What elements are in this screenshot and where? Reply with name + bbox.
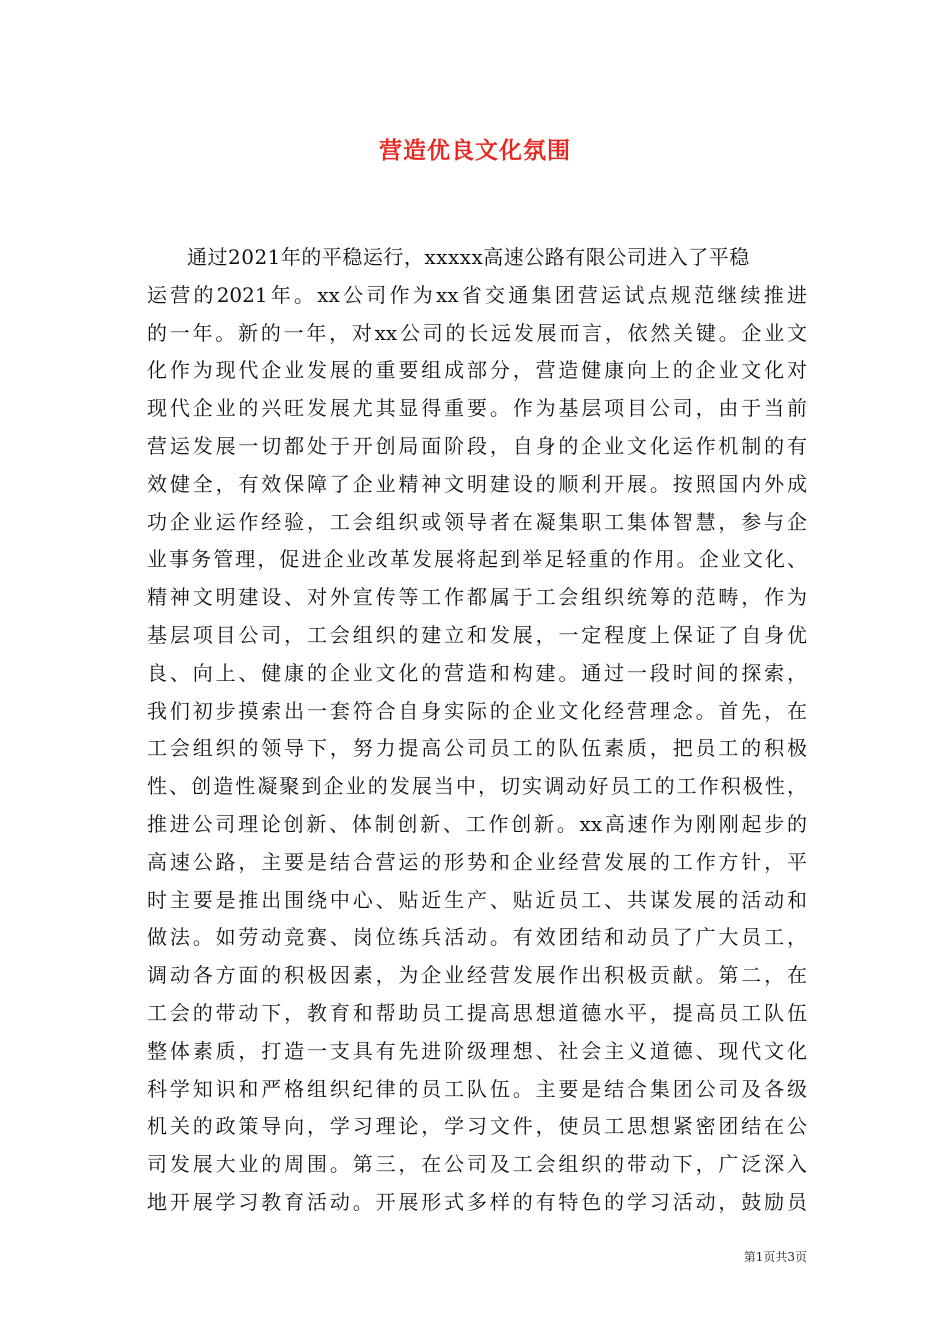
paragraph-line: 精神文明建设、对外宣传等工作都属于工会组织统筹的范畴，作为	[147, 585, 807, 610]
paragraph-line: 工会组织的领导下，努力提高公司员工的队伍素质，把员工的积极	[147, 736, 807, 761]
paragraph-line: 功企业运作经验，工会组织或领导者在凝集职工集体智慧，参与企	[147, 509, 807, 534]
paragraph-line: 运营的2021年。xx公司作为xx省交通集团营运试点规范继续推进	[147, 282, 807, 307]
paragraph-line: 工会的带动下，教育和帮助员工提高思想道德水平，提高员工队伍	[147, 1000, 807, 1025]
paragraph-line: 业事务管理，促进企业改革发展将起到举足轻重的作用。企业文化、	[147, 547, 807, 572]
paragraph-line: 地开展学习教育活动。开展形式多样的有特色的学习活动，鼓励员	[147, 1189, 807, 1214]
paragraph-line: 机关的政策导向，学习理论，学习文件，使员工思想紧密团结在公	[147, 1114, 807, 1139]
paragraph-line: 性、创造性凝聚到企业的发展当中，切实调动好员工的工作积极性，	[147, 774, 807, 799]
paragraph-line: 营运发展一切都处于开创局面阶段，自身的企业文化运作机制的有	[147, 433, 807, 458]
page-number-footer: 第1页共3页	[743, 1250, 807, 1264]
paragraph-line: 的一年。新的一年，对xx公司的长远发展而言，依然关键。企业文	[147, 320, 807, 345]
paragraph-line: 整体素质，打造一支具有先进阶级理想、社会主义道德、现代文化	[147, 1038, 807, 1063]
document-title: 营造优良文化氛围	[379, 137, 571, 164]
paragraph-line: 化作为现代企业发展的重要组成部分，营造健康向上的企业文化对	[147, 358, 807, 383]
paragraph-line: 调动各方面的积极因素，为企业经营发展作出积极贡献。第二，在	[147, 963, 807, 988]
paragraph-line: 通过2021年的平稳运行，xxxxx高速公路有限公司进入了平稳	[187, 245, 750, 269]
paragraph-line: 做法。如劳动竞赛、岗位练兵活动。有效团结和动员了广大员工，	[147, 925, 807, 950]
paragraph-line: 科学知识和严格组织纪律的员工队伍。主要是结合集团公司及各级	[147, 1076, 807, 1101]
paragraph-line: 现代企业的兴旺发展尤其显得重要。作为基层项目公司，由于当前	[147, 396, 807, 421]
paragraph-line: 良、向上、健康的企业文化的营造和构建。通过一段时间的探索，	[147, 660, 807, 685]
paragraph-line: 我们初步摸索出一套符合自身实际的企业文化经营理念。首先，在	[147, 698, 807, 723]
paragraph-line: 基层项目公司，工会组织的建立和发展，一定程度上保证了自身优	[147, 622, 807, 647]
paragraph-line: 推进公司理论创新、体制创新、工作创新。xx高速作为刚刚起步的	[147, 811, 807, 836]
paragraph-line: 效健全，有效保障了企业精神文明建设的顺利开展。按照国内外成	[147, 471, 807, 496]
paragraph-line: 高速公路，主要是结合营运的形势和企业经营发展的工作方针，平	[147, 849, 807, 874]
body-paragraph	[147, 239, 807, 1222]
paragraph-line: 司发展大业的周围。第三，在公司及工会组织的带动下，广泛深入	[147, 1152, 807, 1177]
paragraph-line: 时主要是推出围绕中心、贴近生产、贴近员工、共谋发展的活动和	[147, 887, 807, 912]
